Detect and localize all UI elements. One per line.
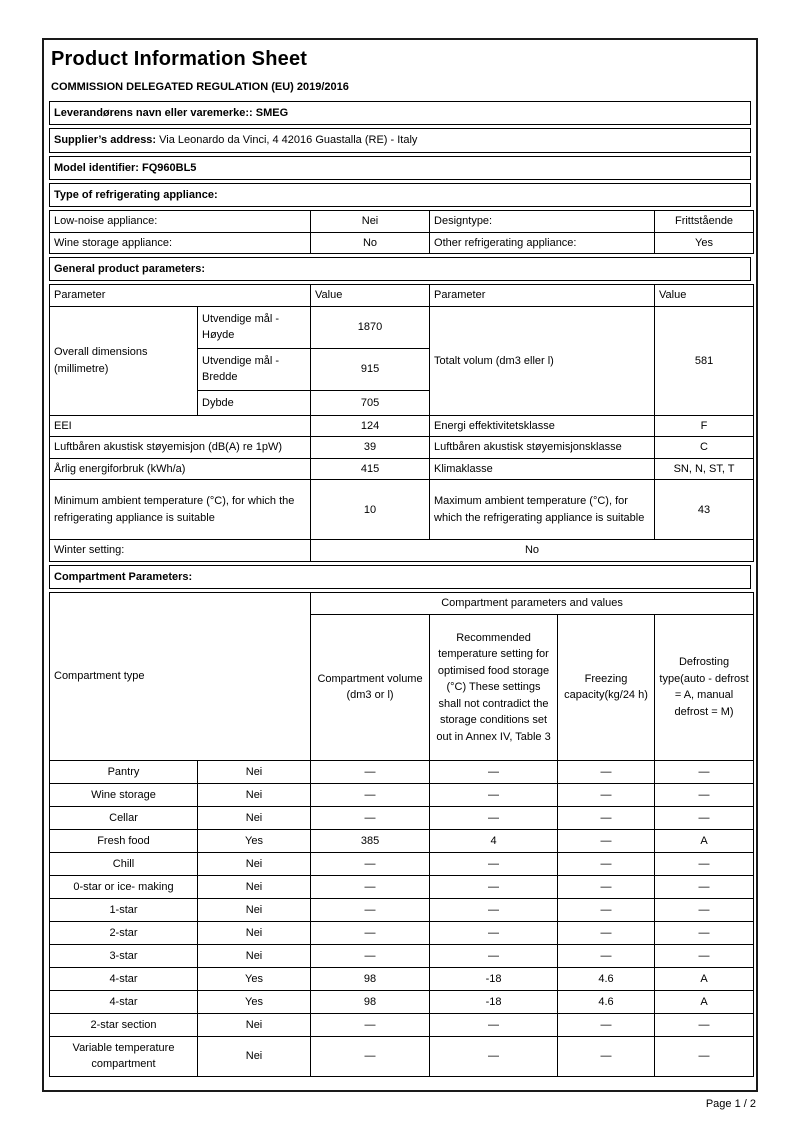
page-frame xyxy=(42,38,758,1092)
compartment-present-cell: Nei xyxy=(198,1013,311,1036)
table-row xyxy=(50,211,754,233)
dimension-sub-label-cell: Utvendige mål - Høyde xyxy=(198,306,311,348)
address-row xyxy=(49,128,751,152)
param-label-cell: Winter setting: xyxy=(50,540,311,562)
compartment-defrost-cell: — xyxy=(655,898,754,921)
general-parameters-table xyxy=(49,284,754,562)
compartment-row xyxy=(50,806,754,829)
param-label-cell: Klimaklasse xyxy=(430,458,655,480)
compartment-type-header-cell: Compartment type xyxy=(50,593,311,761)
compartment-defrost-cell: — xyxy=(655,875,754,898)
compartment-volume-cell: — xyxy=(311,875,430,898)
compartment-row xyxy=(50,967,754,990)
dimension-sub-label-cell: Utvendige mål - Bredde xyxy=(198,348,311,390)
compartment-volume-cell: 98 xyxy=(311,990,430,1013)
group-header-cell: Compartment parameters and values xyxy=(311,593,754,615)
section-heading-type: Type of refrigerating appliance: xyxy=(49,183,751,207)
param-label-cell: Overall dimensions (millimetre) xyxy=(50,306,198,415)
compartment-temp-cell: — xyxy=(430,875,558,898)
compartment-freezing-cell: — xyxy=(558,760,655,783)
compartment-row xyxy=(50,990,754,1013)
compartment-present-cell: Yes xyxy=(198,829,311,852)
param-value-cell: 39 xyxy=(311,437,430,459)
compartment-name-cell: 4-star xyxy=(50,967,198,990)
dimension-value-cell: 1870 xyxy=(311,306,430,348)
compartment-temp-cell: — xyxy=(430,806,558,829)
compartment-name-cell: Chill xyxy=(50,852,198,875)
compartment-freezing-cell: 4.6 xyxy=(558,967,655,990)
compartment-volume-cell: — xyxy=(311,1036,430,1076)
compartment-present-cell: Nei xyxy=(198,944,311,967)
compartment-freezing-cell: — xyxy=(558,898,655,921)
brand-value: SMEG xyxy=(255,107,289,119)
column-header-cell: Parameter xyxy=(50,285,311,307)
compartment-present-cell: Nei xyxy=(198,1036,311,1076)
compartment-volume-cell: — xyxy=(311,1013,430,1036)
brand-label: Leverandørens navn eller varemerke:: xyxy=(54,107,253,119)
compartment-defrost-cell: A xyxy=(655,829,754,852)
param-value-cell: No xyxy=(311,540,754,562)
compartment-row xyxy=(50,944,754,967)
page-title: Product Information Sheet xyxy=(51,48,308,70)
compartment-freezing-cell: — xyxy=(558,829,655,852)
compartment-row xyxy=(50,783,754,806)
compartment-defrost-cell: A xyxy=(655,967,754,990)
compartment-temp-cell: — xyxy=(430,921,558,944)
param-label-cell: Wine storage appliance: xyxy=(50,232,311,254)
compartment-present-cell: Yes xyxy=(198,990,311,1013)
param-label-cell: EEI xyxy=(50,415,311,437)
compartment-present-cell: Nei xyxy=(198,783,311,806)
compartment-name-cell: Cellar xyxy=(50,806,198,829)
table-row xyxy=(50,232,754,254)
column-header-cell: Recommended temperature setting for optimised food storage (°C) These settings shall not contradict the storage conditions set out in Annex IV, Table 3 xyxy=(430,614,558,760)
page-number: Page 1 / 2 xyxy=(705,1098,756,1110)
compartment-defrost-cell: — xyxy=(655,1013,754,1036)
appliance-type-table xyxy=(49,210,754,254)
compartment-name-cell: 4-star xyxy=(50,990,198,1013)
column-header-cell: Parameter xyxy=(430,285,655,307)
param-label-cell: Energi effektivitetsklasse xyxy=(430,415,655,437)
compartment-volume-cell: — xyxy=(311,760,430,783)
param-value-cell: Yes xyxy=(655,232,754,254)
compartment-row xyxy=(50,760,754,783)
compartment-temp-cell: -18 xyxy=(430,967,558,990)
param-value-cell: Frittstående xyxy=(655,211,754,233)
compartment-present-cell: Nei xyxy=(198,806,311,829)
compartment-temp-cell: -18 xyxy=(430,990,558,1013)
compartment-freezing-cell: — xyxy=(558,806,655,829)
param-label-cell: Other refrigerating appliance: xyxy=(430,232,655,254)
compartment-volume-cell: — xyxy=(311,806,430,829)
compartment-temp-cell: — xyxy=(430,852,558,875)
compartment-present-cell: Nei xyxy=(198,921,311,944)
param-label-cell: Minimum ambient temperature (°C), for which the refrigerating appliance is suitable xyxy=(50,480,311,540)
param-value-cell: C xyxy=(655,437,754,459)
address-label: Supplier’s address: xyxy=(54,134,157,147)
compartment-name-cell: 1-star xyxy=(50,898,198,921)
param-value-cell: 415 xyxy=(311,458,430,480)
section-heading-compartments: Compartment Parameters: xyxy=(49,565,751,589)
param-value-cell: No xyxy=(311,232,430,254)
compartment-freezing-cell: — xyxy=(558,783,655,806)
compartment-row xyxy=(50,1036,754,1076)
column-header-cell: Defrosting type(auto - defrost = A, manual defrost = M) xyxy=(655,614,754,760)
compartment-row xyxy=(50,1013,754,1036)
compartment-volume-cell: — xyxy=(311,783,430,806)
compartment-name-cell: 0-star or ice- making xyxy=(50,875,198,898)
model-label: Model identifier: xyxy=(54,161,139,174)
compartment-defrost-cell: — xyxy=(655,921,754,944)
compartment-freezing-cell: — xyxy=(558,1036,655,1076)
compartment-temp-cell: — xyxy=(430,783,558,806)
param-label-cell: Totalt volum (dm3 eller l) xyxy=(430,306,655,415)
compartment-present-cell: Nei xyxy=(198,852,311,875)
param-label-cell: Årlig energiforbruk (kWh/a) xyxy=(50,458,311,480)
compartment-defrost-cell: — xyxy=(655,783,754,806)
compartment-name-cell: Pantry xyxy=(50,760,198,783)
param-label-cell: Luftbåren akustisk støyemisjonsklasse xyxy=(430,437,655,459)
compartment-row xyxy=(50,921,754,944)
model-value: FQ960BL5 xyxy=(142,161,197,174)
compartment-defrost-cell: — xyxy=(655,1036,754,1076)
winter-setting-row xyxy=(50,540,754,562)
param-value-cell: 581 xyxy=(655,306,754,415)
param-label-cell: Luftbåren akustisk støyemisjon (dB(A) re 1pW) xyxy=(50,437,311,459)
compartment-defrost-cell: A xyxy=(655,990,754,1013)
compartment-defrost-cell: — xyxy=(655,806,754,829)
compartment-volume-cell: 385 xyxy=(311,829,430,852)
param-value-cell: SN, N, ST, T xyxy=(655,458,754,480)
compartment-name-cell: Fresh food xyxy=(50,829,198,852)
compartment-defrost-cell: — xyxy=(655,944,754,967)
compartment-freezing-cell: — xyxy=(558,921,655,944)
compartment-volume-cell: 98 xyxy=(311,967,430,990)
compartment-temp-cell: — xyxy=(430,760,558,783)
param-value-cell: 10 xyxy=(311,480,430,540)
brand-row xyxy=(49,101,751,125)
compartment-row xyxy=(50,898,754,921)
param-value-cell: 124 xyxy=(311,415,430,437)
compartment-name-cell: Wine storage xyxy=(50,783,198,806)
compartment-volume-cell: — xyxy=(311,852,430,875)
compartment-group-header-row xyxy=(50,593,754,615)
compartment-row xyxy=(50,852,754,875)
compartment-defrost-cell: — xyxy=(655,852,754,875)
param-label-cell: Maximum ambient temperature (°C), for which the refrigerating appliance is suitable xyxy=(430,480,655,540)
compartment-temp-cell: — xyxy=(430,944,558,967)
model-row xyxy=(49,156,751,180)
param-label-cell: Low-noise appliance: xyxy=(50,211,311,233)
regulation-line: COMMISSION DELEGATED REGULATION (EU) 2019/2016 xyxy=(51,81,349,93)
dimension-sub-label-cell: Dybde xyxy=(198,390,311,415)
compartment-volume-cell: — xyxy=(311,944,430,967)
section-heading-general: General product parameters: xyxy=(49,257,751,281)
compartment-name-cell: 2-star section xyxy=(50,1013,198,1036)
compartment-name-cell: 2-star xyxy=(50,921,198,944)
compartment-defrost-cell: — xyxy=(655,760,754,783)
column-header-cell: Value xyxy=(655,285,754,307)
compartment-volume-cell: — xyxy=(311,921,430,944)
param-value-cell: F xyxy=(655,415,754,437)
column-header-cell: Compartment volume (dm3 or l) xyxy=(311,614,430,760)
table-header-row xyxy=(50,285,754,307)
compartment-present-cell: Yes xyxy=(198,967,311,990)
dimension-value-cell: 705 xyxy=(311,390,430,415)
compartment-freezing-cell: — xyxy=(558,875,655,898)
compartment-row xyxy=(50,829,754,852)
table-row xyxy=(50,437,754,459)
table-row xyxy=(50,415,754,437)
compartment-freezing-cell: — xyxy=(558,852,655,875)
dimension-value-cell: 915 xyxy=(311,348,430,390)
param-label-cell: Designtype: xyxy=(430,211,655,233)
compartment-temp-cell: — xyxy=(430,1036,558,1076)
column-header-cell: Freezing capacity(kg/24 h) xyxy=(558,614,655,760)
param-value-cell: 43 xyxy=(655,480,754,540)
compartment-row xyxy=(50,875,754,898)
compartment-temp-cell: — xyxy=(430,898,558,921)
compartment-volume-cell: — xyxy=(311,898,430,921)
compartment-freezing-cell: — xyxy=(558,944,655,967)
compartment-freezing-cell: 4.6 xyxy=(558,990,655,1013)
compartment-temp-cell: 4 xyxy=(430,829,558,852)
address-value: Via Leonardo da Vinci, 4 42016 Guastalla (RE) - Italy xyxy=(159,134,418,147)
compartment-table xyxy=(49,592,754,1077)
param-value-cell: Nei xyxy=(311,211,430,233)
table-row xyxy=(50,480,754,540)
table-row xyxy=(50,306,754,348)
column-header-cell: Value xyxy=(311,285,430,307)
compartment-present-cell: Nei xyxy=(198,875,311,898)
compartment-name-cell: Variable temperature compartment xyxy=(50,1036,198,1076)
table-row xyxy=(50,458,754,480)
compartment-temp-cell: — xyxy=(430,1013,558,1036)
compartment-present-cell: Nei xyxy=(198,898,311,921)
compartment-freezing-cell: — xyxy=(558,1013,655,1036)
compartment-present-cell: Nei xyxy=(198,760,311,783)
compartment-name-cell: 3-star xyxy=(50,944,198,967)
